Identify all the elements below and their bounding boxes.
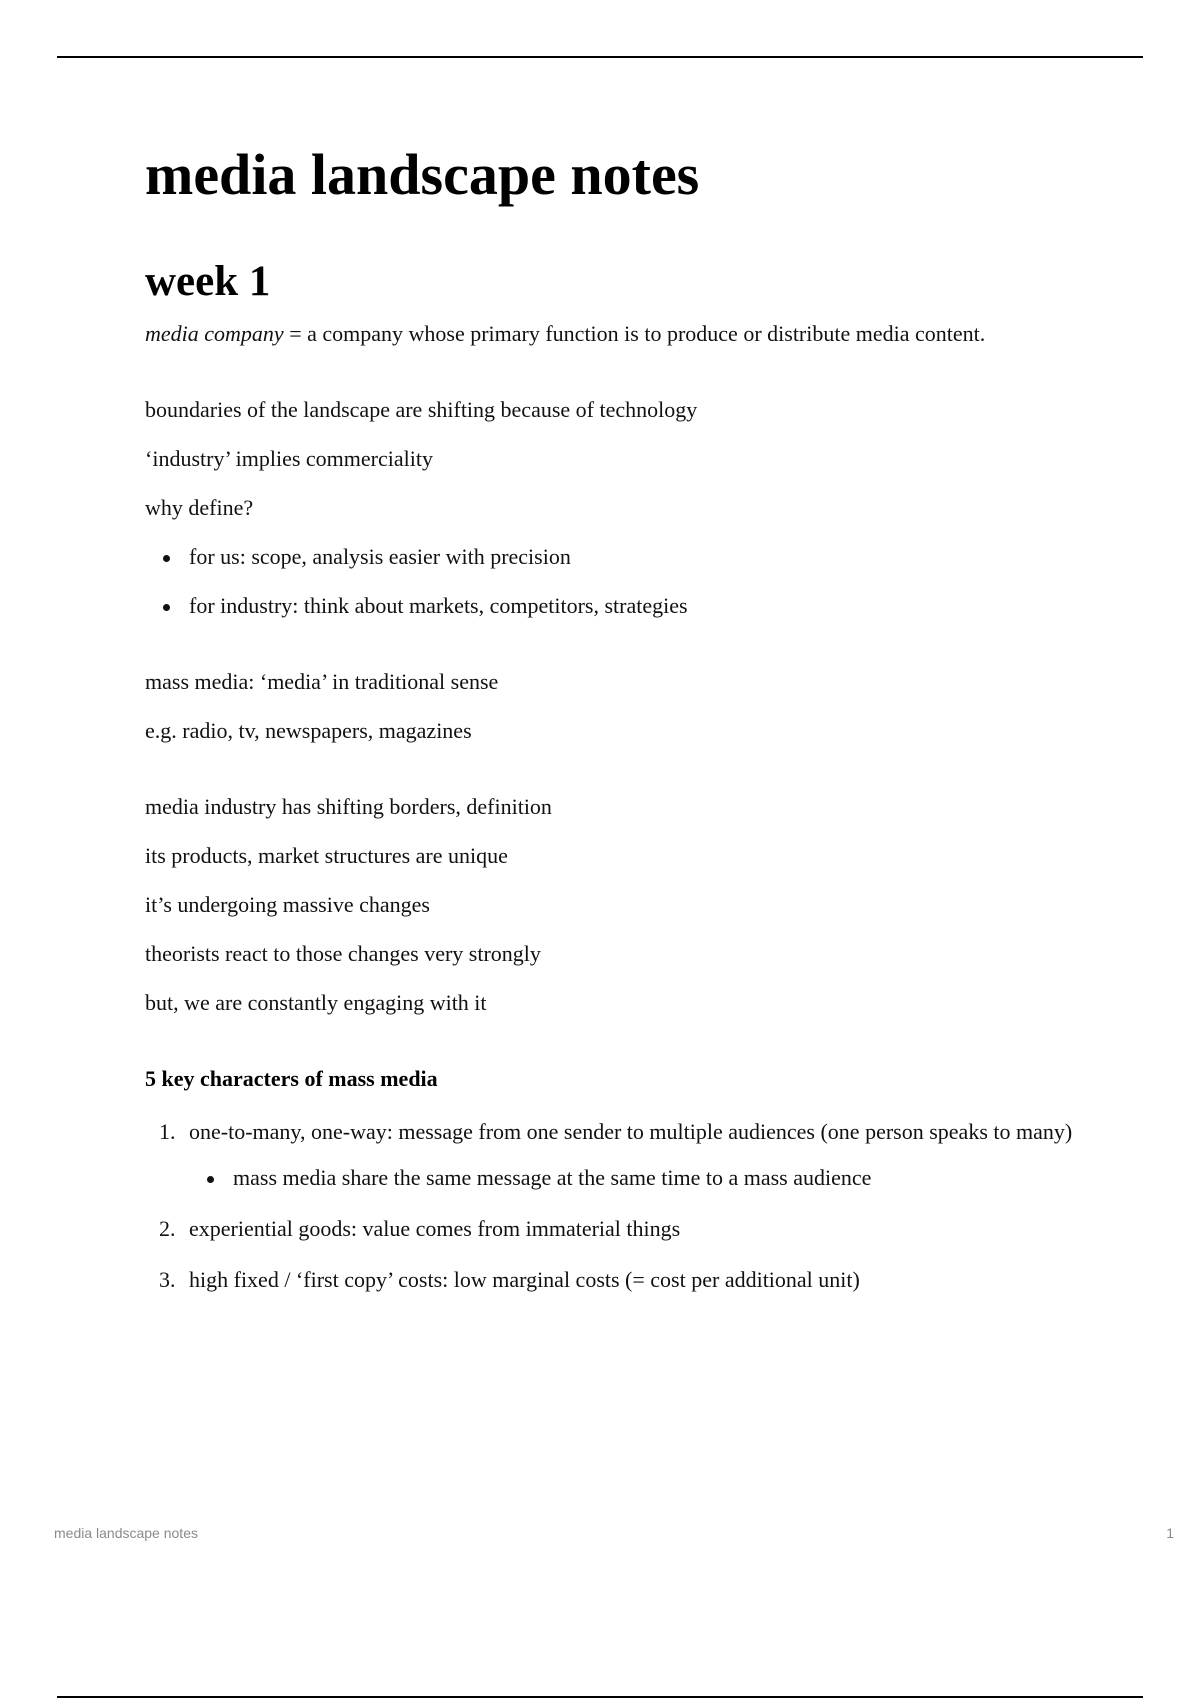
numbered-item [145,1114,1085,1196]
spacer [145,745,1085,793]
why-define-list [145,543,1085,620]
list-item [145,592,1085,620]
paragraph-line: its products, market structures are unique [145,843,508,868]
paragraph-line: mass media: ‘media’ in traditional sense [145,669,499,694]
definition-term: media company [145,321,284,346]
key-characters-list [145,1114,1085,1298]
key-characters-heading: 5 key characters of mass media [145,1066,438,1091]
numbered-item [145,1262,1085,1298]
document-body [145,140,1085,1313]
item-number: 1. [159,1119,176,1144]
item-text: high fixed / ‘first copy’ costs: low marginal costs (= cost per additional unit) [189,1267,860,1292]
paragraph-line: media industry has shifting borders, definition [145,794,552,819]
paragraph-line: ‘industry’ implies commerciality [145,446,433,471]
footer-title: media landscape notes [54,1525,198,1541]
week-heading: week 1 [145,258,271,305]
definition-text: = a company whose primary function is to produce or distribute media content. [283,321,986,346]
sub-item-text: mass media share the same message at the same time to a mass audience [233,1165,872,1190]
list-item-text: for us: scope, analysis easier with precision [189,544,571,569]
sub-list [189,1160,1085,1196]
item-text: experiential goods: value comes from immaterial things [189,1216,681,1241]
item-text: one-to-many, one-way: message from one sender to multiple audiences (one person speaks to many) [189,1119,1073,1144]
paragraph-line: e.g. radio, tv, newspapers, magazines [145,718,472,743]
bullet-icon [163,555,170,562]
page-number: 1 [1166,1525,1174,1541]
numbered-item [145,1211,1085,1247]
paragraph-line: but, we are constantly engaging with it [145,990,487,1015]
sub-list-item [189,1160,1085,1196]
spacer [145,620,1085,668]
top-rule [57,56,1143,58]
bullet-icon [207,1176,214,1183]
definition-paragraph [145,320,1085,348]
spacer [145,348,1085,396]
paragraph-line: why define? [145,495,254,520]
paragraph-line: boundaries of the landscape are shifting because of technology [145,397,698,422]
item-number: 3. [159,1267,176,1292]
document-title: media landscape notes [145,142,700,207]
bottom-rule [57,1696,1143,1698]
list-item [145,543,1085,571]
list-item-text: for industry: think about markets, competitors, strategies [189,593,688,618]
spacer [145,1017,1085,1065]
item-number: 2. [159,1216,176,1241]
paragraph-line: theorists react to those changes very strongly [145,941,541,966]
paragraph-line: it’s undergoing massive changes [145,892,430,917]
bullet-icon [163,604,170,611]
